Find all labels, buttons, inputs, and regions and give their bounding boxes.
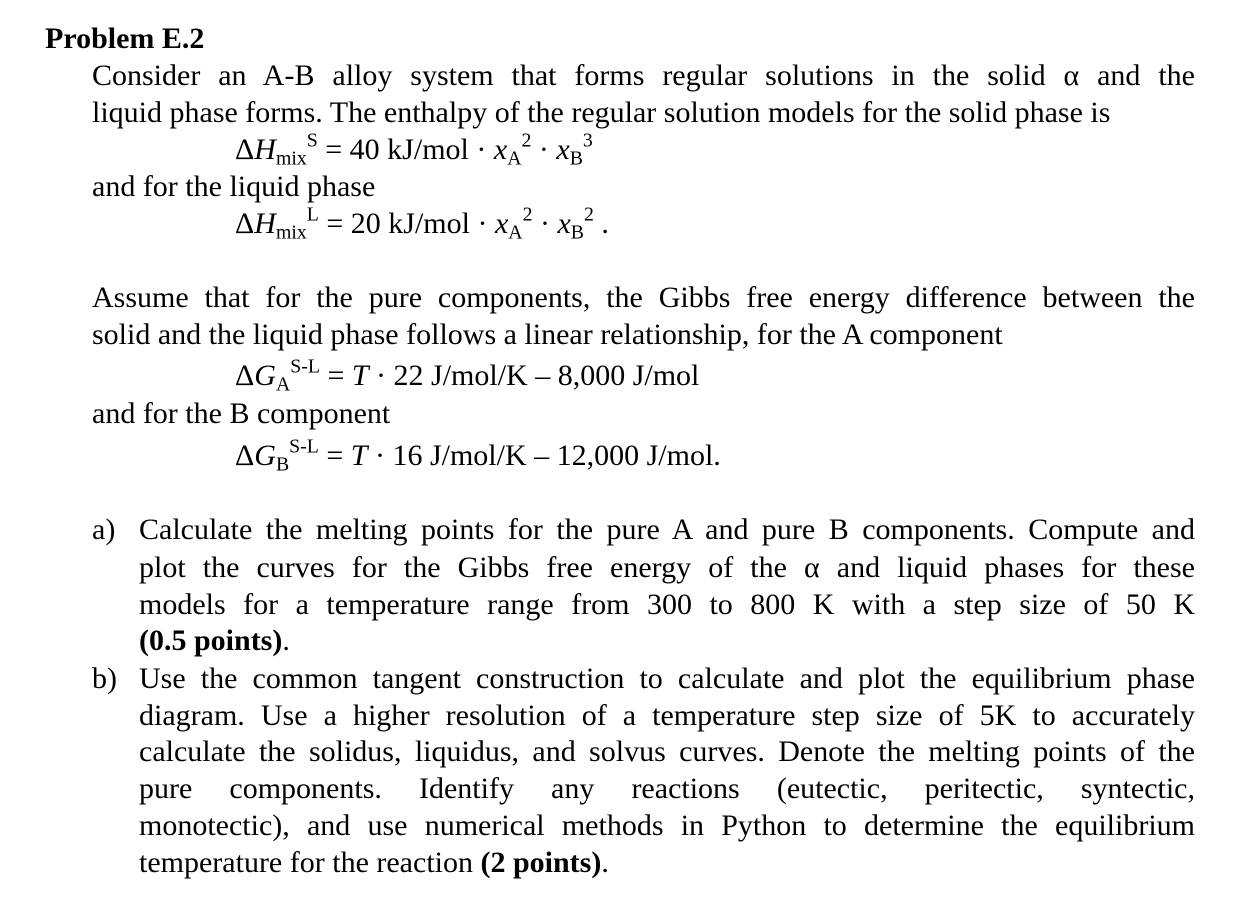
superscript-s-l: S-L bbox=[290, 355, 320, 378]
exponent: 3 bbox=[582, 129, 593, 152]
part-a-line-2: plot the curves for the Gibbs free energy of the α and liquid phases for these bbox=[139, 551, 1195, 584]
delta-symbol: Δ bbox=[235, 439, 255, 472]
and-b-text: and for the B component bbox=[92, 397, 391, 430]
delta-symbol: Δ bbox=[235, 207, 255, 240]
variable-t: T bbox=[350, 439, 368, 472]
equation-enthalpy-solid bbox=[235, 129, 593, 170]
equation-rhs: = 40 kJ/mol · bbox=[317, 133, 494, 166]
superscript-s-l: S-L bbox=[289, 435, 319, 458]
points-a: (0.5 points) bbox=[139, 624, 283, 657]
period: . bbox=[601, 846, 609, 879]
part-a-label: a) bbox=[92, 513, 116, 546]
period: . bbox=[282, 624, 290, 657]
equation-gibbs-a bbox=[235, 355, 700, 396]
part-a-line-1: Calculate the melting points for the pure A and pure B components. Compute and bbox=[139, 513, 1195, 546]
delta-symbol: Δ bbox=[235, 359, 255, 392]
part-a-line-3: models for a temperature range from 300 to 800 K with a step size of 50 K bbox=[139, 588, 1195, 621]
variable-h: H bbox=[254, 133, 276, 166]
equation-gibbs-b bbox=[235, 435, 721, 476]
part-b-line-1: Use the common tangent construction to calculate and plot the equilibrium phase bbox=[139, 662, 1195, 695]
subscript-mix: mix bbox=[275, 147, 307, 170]
variable-x: x bbox=[493, 133, 508, 166]
assume-line-2: solid and the liquid phase follows a linear relationship, for the A component bbox=[92, 318, 1003, 351]
variable-h: H bbox=[254, 207, 276, 240]
and-liquid-text: and for the liquid phase bbox=[92, 170, 376, 203]
variable-g: G bbox=[254, 439, 276, 472]
variable-x: x bbox=[557, 207, 571, 240]
part-b-line-5: monotectic), and use numerical methods in Python to determine the equilibrium bbox=[139, 809, 1195, 842]
variable-g: G bbox=[254, 359, 276, 392]
part-b-line-6-text: temperature for the reaction bbox=[139, 846, 481, 879]
exponent: 2 bbox=[521, 129, 532, 152]
delta-symbol: Δ bbox=[235, 133, 255, 166]
variable-x: x bbox=[556, 133, 570, 166]
part-b-line-3: calculate the solidus, liquidus, and solvus curves. Denote the melting points of the bbox=[139, 735, 1195, 768]
part-b-label: b) bbox=[92, 662, 117, 695]
subscript-a: A bbox=[507, 147, 522, 170]
exponent: 2 bbox=[583, 203, 594, 226]
subscript-b: B bbox=[570, 221, 584, 244]
subscript-a: A bbox=[508, 221, 523, 244]
equals-sign: = bbox=[319, 359, 352, 392]
exponent: 2 bbox=[522, 203, 533, 226]
superscript-phase: L bbox=[306, 203, 319, 226]
equation-rhs: · 16 J/mol/K – 12,000 J/mol. bbox=[367, 439, 721, 472]
equals-sign: = bbox=[318, 439, 351, 472]
period: . bbox=[593, 207, 609, 240]
part-a-line-4 bbox=[139, 626, 290, 656]
variable-x: x bbox=[494, 207, 509, 240]
part-b-line-2: diagram. Use a higher resolution of a temperature step size of 5K to accurately bbox=[139, 699, 1195, 732]
equation-enthalpy-liquid bbox=[235, 203, 609, 244]
problem-title: Problem E.2 bbox=[45, 22, 205, 55]
equation-rhs: · 22 J/mol/K – 8,000 J/mol bbox=[368, 359, 700, 392]
subscript-b: B bbox=[275, 453, 290, 476]
part-b-line-4: pure components. Identify any reactions (eutectic, peritectic, syntectic, bbox=[139, 772, 1195, 805]
part-b-line-6 bbox=[139, 848, 609, 878]
intro-line-2: liquid phase forms. The enthalpy of the regular solution models for the solid phase is bbox=[92, 96, 1111, 129]
subscript-a: A bbox=[275, 373, 291, 396]
intro-line-1: Consider an A-B alloy system that forms regular solutions in the solid α and the bbox=[92, 59, 1195, 92]
superscript-phase: S bbox=[306, 129, 318, 152]
variable-t: T bbox=[351, 359, 369, 392]
dot-operator: · bbox=[532, 207, 558, 240]
equation-rhs: = 20 kJ/mol · bbox=[318, 207, 495, 240]
assume-line-1: Assume that for the pure components, the Gibbs free energy difference between the bbox=[92, 281, 1195, 314]
points-b: (2 points) bbox=[480, 846, 602, 879]
subscript-mix: mix bbox=[275, 221, 307, 244]
dot-operator: · bbox=[531, 133, 557, 166]
subscript-b: B bbox=[569, 147, 583, 170]
